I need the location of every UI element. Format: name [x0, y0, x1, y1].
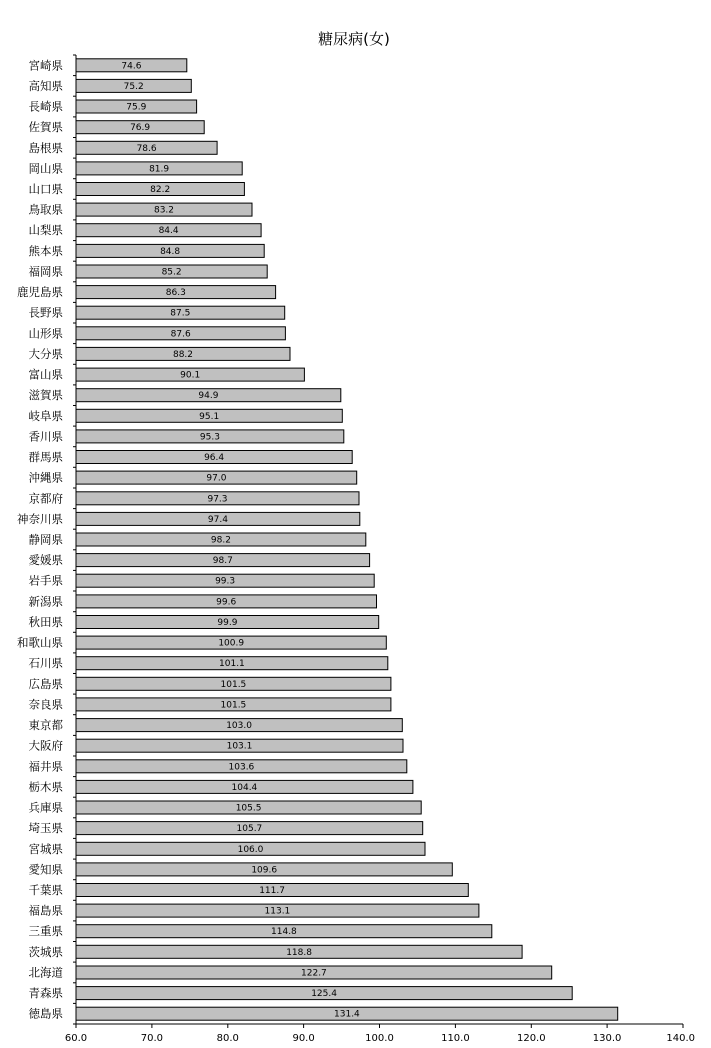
x-tick-label: 100.0 — [365, 1033, 394, 1044]
category-label: 神奈川県 — [17, 511, 63, 526]
data-label: 106.0 — [237, 844, 264, 855]
data-label: 84.8 — [160, 246, 181, 257]
x-tick-label: 130.0 — [592, 1033, 622, 1044]
category-label: 新潟県 — [28, 594, 63, 609]
data-label: 99.3 — [215, 576, 236, 587]
data-label: 76.9 — [130, 123, 151, 134]
category-label: 岐阜県 — [28, 408, 63, 423]
data-label: 109.6 — [251, 865, 278, 876]
data-label: 97.0 — [206, 473, 227, 484]
data-label: 114.8 — [271, 927, 297, 938]
category-label: 沖縄県 — [28, 470, 63, 485]
data-label: 103.6 — [228, 762, 255, 773]
category-label: 埼玉県 — [28, 821, 63, 836]
category-label: 青森県 — [28, 986, 63, 1001]
category-label: 秋田県 — [28, 615, 63, 629]
x-tick-label: 110.0 — [441, 1033, 470, 1044]
category-label: 茨城県 — [28, 944, 63, 959]
category-label: 東京都 — [28, 718, 63, 733]
data-label: 111.7 — [259, 886, 285, 896]
category-label: 宮城県 — [28, 841, 63, 856]
data-label: 105.7 — [236, 824, 263, 835]
data-label: 122.7 — [301, 968, 327, 979]
data-label: 86.3 — [165, 288, 186, 299]
category-label: 北海道 — [28, 965, 63, 980]
data-label: 88.2 — [172, 349, 194, 360]
category-label: 静岡県 — [28, 532, 63, 547]
data-label: 87.6 — [170, 329, 191, 340]
category-label: 福井県 — [28, 759, 63, 774]
category-label: 高知県 — [28, 78, 63, 93]
data-label: 87.5 — [170, 308, 191, 319]
data-label: 75.9 — [126, 102, 147, 113]
category-label: 千葉県 — [28, 883, 63, 897]
x-tick-label: 90.0 — [292, 1033, 315, 1044]
category-label: 鹿児島県 — [17, 285, 63, 300]
category-label: 岡山県 — [28, 161, 63, 176]
data-label: 101.5 — [220, 700, 247, 711]
category-label: 佐賀県 — [28, 120, 63, 135]
data-label: 81.9 — [149, 164, 170, 175]
chart-title: 糖尿病(女) — [318, 30, 390, 48]
x-tick-label: 70.0 — [140, 1033, 164, 1044]
data-label: 101.5 — [220, 679, 247, 690]
category-label: 福岡県 — [28, 264, 63, 279]
data-label: 103.1 — [226, 741, 253, 752]
category-label: 京都府 — [28, 491, 63, 506]
category-label: 和歌山県 — [17, 635, 63, 650]
data-label: 113.1 — [264, 906, 291, 917]
x-tick-label: 120.0 — [516, 1033, 546, 1044]
category-label: 山口県 — [28, 182, 63, 196]
data-label: 74.6 — [121, 61, 142, 72]
category-label: 滋賀県 — [28, 388, 63, 403]
category-label: 富山県 — [28, 367, 63, 382]
data-label: 78.6 — [136, 143, 157, 154]
category-label: 大阪府 — [28, 738, 63, 753]
data-label: 83.2 — [153, 205, 175, 216]
category-label: 兵庫県 — [28, 800, 63, 815]
data-label: 100.9 — [218, 638, 245, 649]
category-label: 徳島県 — [28, 1006, 63, 1021]
data-label: 82.2 — [150, 185, 171, 195]
data-label: 96.4 — [204, 453, 225, 463]
data-label: 95.3 — [199, 432, 220, 443]
category-label: 鳥取県 — [28, 202, 63, 217]
data-label: 97.3 — [207, 494, 228, 505]
data-label: 98.2 — [210, 535, 231, 546]
category-label: 栃木県 — [28, 779, 63, 794]
data-label: 131.4 — [334, 1009, 360, 1020]
category-label: 大分県 — [28, 346, 63, 361]
data-label: 99.6 — [216, 597, 237, 608]
data-label: 95.1 — [199, 411, 220, 422]
data-label: 118.8 — [286, 947, 312, 958]
category-label: 福島県 — [28, 903, 63, 918]
x-tick-group — [65, 1024, 695, 1044]
category-label: 熊本県 — [28, 243, 63, 258]
x-tick-label: 80.0 — [216, 1033, 239, 1044]
category-label: 石川県 — [28, 656, 63, 671]
category-label: 山形県 — [28, 326, 63, 341]
category-label: 愛知県 — [28, 862, 63, 877]
data-label: 85.2 — [161, 267, 182, 278]
category-label: 山梨県 — [28, 223, 63, 238]
category-label: 岩手県 — [28, 573, 63, 588]
bars-group — [76, 59, 618, 1020]
category-label: 香川県 — [28, 429, 63, 444]
x-tick-label: 60.0 — [64, 1033, 88, 1044]
category-label: 群馬県 — [28, 450, 63, 464]
category-label: 島根県 — [28, 140, 63, 155]
category-labels — [17, 58, 63, 1020]
data-label: 105.5 — [235, 803, 262, 814]
category-label: 長野県 — [28, 305, 63, 320]
data-label: 84.4 — [158, 226, 179, 237]
data-label: 75.2 — [123, 81, 144, 92]
data-label: 94.9 — [198, 391, 219, 402]
category-label: 広島県 — [28, 676, 63, 691]
category-label: 愛媛県 — [28, 553, 63, 568]
category-label: 長崎県 — [28, 99, 63, 114]
data-label: 99.9 — [217, 618, 238, 628]
x-tick-label: 140.0 — [666, 1033, 695, 1044]
data-label: 101.1 — [219, 659, 245, 670]
data-label: 125.4 — [311, 989, 337, 1000]
category-label: 宮崎県 — [28, 58, 63, 73]
data-label: 97.4 — [207, 514, 228, 525]
data-label: 90.1 — [180, 370, 201, 381]
data-label: 104.4 — [231, 782, 258, 793]
category-label: 三重県 — [28, 924, 63, 939]
data-label: 103.0 — [226, 721, 252, 732]
data-label: 98.7 — [212, 556, 233, 567]
category-label: 奈良県 — [28, 697, 63, 712]
